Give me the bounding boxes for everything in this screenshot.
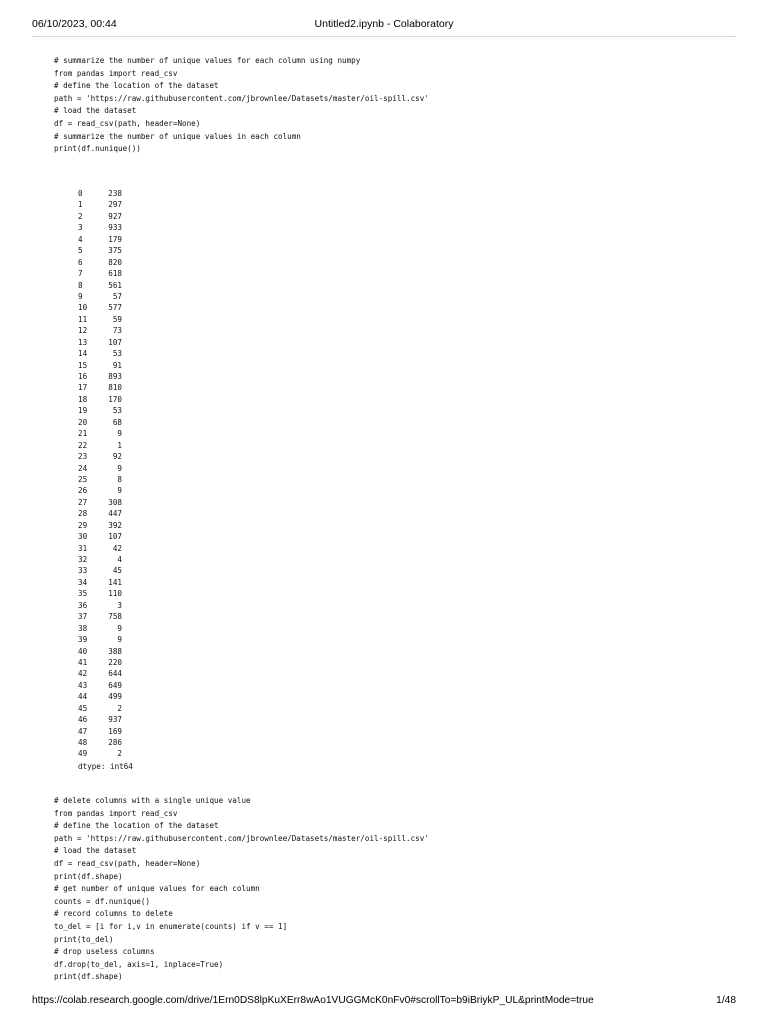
output-row-index: 34 [78, 577, 88, 587]
output-row-index: 3 [78, 223, 83, 233]
output-row-index: 36 [78, 600, 88, 610]
output-row-index: 42 [78, 669, 88, 679]
code-cell-2[interactable] [54, 795, 728, 984]
output-row-index: 14 [78, 349, 88, 359]
code-line: path = 'https://raw.githubusercontent.com/jbrownlee/Datasets/master/oil-spill.csv' [54, 833, 429, 843]
output-row-index: 20 [78, 417, 88, 427]
code-line: print(to_del) [54, 934, 114, 944]
output-row-value: 447 [108, 509, 122, 519]
output-row [78, 577, 133, 588]
output-row-index: 11 [78, 314, 88, 324]
output-row-index: 47 [78, 726, 88, 736]
output-row [78, 291, 133, 302]
output-row-value: 9 [117, 429, 122, 439]
output-row-index: 15 [78, 360, 88, 370]
output-row [78, 600, 133, 611]
output-row-value: 107 [108, 337, 122, 347]
notebook-title: Untitled2.ipynb - Colaboratory [314, 18, 454, 30]
output-row [78, 382, 133, 393]
output-row-value: 618 [108, 269, 122, 279]
output-row-value: 375 [108, 246, 122, 256]
output-row [78, 302, 133, 313]
output-row-index: 32 [78, 555, 88, 564]
output-row [78, 657, 133, 668]
output-row [78, 337, 133, 348]
page-number: 1/48 [716, 995, 736, 1006]
output-row [78, 428, 133, 439]
output-row-value: 577 [108, 303, 122, 313]
output-row [78, 325, 133, 336]
output-row-value: 561 [108, 280, 122, 290]
output-row-index: 27 [78, 497, 88, 507]
output-row-index: 7 [78, 269, 83, 279]
output-row [78, 531, 133, 542]
output-row-value: 9 [117, 486, 122, 496]
output-row [78, 588, 133, 599]
output-row-value: 9 [117, 623, 122, 633]
output-row [78, 371, 133, 382]
output-row-value: 179 [108, 234, 122, 244]
code-line: path = 'https://raw.githubusercontent.com/jbrownlee/Datasets/master/oil-spill.csv' [54, 93, 429, 103]
print-date: 06/10/2023, 00:44 [32, 18, 117, 30]
output-row-index: 10 [78, 303, 88, 313]
output-row-value: 53 [112, 349, 122, 359]
output-row-index: 17 [78, 383, 88, 393]
output-row-index: 29 [78, 520, 88, 530]
print-header [32, 18, 736, 32]
output-row-index: 9 [78, 291, 83, 301]
code-line: df = read_csv(path, header=None) [54, 118, 201, 128]
output-row-value: 893 [108, 372, 122, 381]
code-line: from pandas import read_csv [54, 68, 178, 78]
code-line: # define the location of the dataset [54, 81, 219, 91]
output-row-index: 41 [78, 657, 88, 667]
output-row-index: 21 [78, 429, 88, 439]
output-row [78, 737, 133, 748]
output-row-value: 4 [117, 555, 122, 564]
output-row-value: 68 [112, 417, 122, 427]
output-row [78, 440, 133, 451]
output-row-value: 53 [112, 406, 122, 416]
output-row-index: 26 [78, 486, 88, 496]
output-row [78, 565, 133, 576]
code-line: # load the dataset [54, 106, 137, 116]
output-row-index: 31 [78, 543, 88, 553]
output-row [78, 405, 133, 416]
output-row-index: 8 [78, 280, 83, 290]
output-row-value: 59 [112, 314, 122, 324]
code-line: # delete columns with a single unique value [54, 796, 251, 805]
output-row [78, 199, 133, 210]
output-row-value: 2 [117, 703, 122, 713]
code-line: df = read_csv(path, header=None) [54, 858, 201, 868]
output-row-index: 1 [78, 200, 83, 210]
output-row-value: 170 [108, 394, 122, 404]
output-row-value: 8 [117, 474, 122, 484]
output-row-index: 0 [78, 189, 83, 198]
output-row-value: 810 [108, 383, 122, 393]
output-row-value: 3 [117, 600, 122, 610]
output-row [78, 680, 133, 691]
output-row-index: 18 [78, 394, 88, 404]
print-footer [32, 995, 736, 1009]
output-row [78, 268, 133, 279]
output-row [78, 703, 133, 714]
output-row-index: 33 [78, 566, 88, 576]
output-row [78, 188, 133, 199]
code-line: to_del = [i for i,v in enumerate(counts) if v == 1] [54, 921, 288, 931]
output-row-index: 6 [78, 257, 83, 267]
output-row-value: 644 [108, 669, 122, 679]
output-row [78, 646, 133, 657]
output-row-value: 820 [108, 257, 122, 267]
header-divider [32, 36, 736, 37]
output-row-index: 2 [78, 211, 83, 221]
output-row [78, 348, 133, 359]
output-row-value: 73 [112, 326, 122, 336]
output-row-index: 19 [78, 406, 88, 416]
output-row-value: 308 [108, 497, 122, 507]
output-row-index: 30 [78, 532, 88, 542]
output-row-value: 45 [112, 566, 122, 576]
output-row [78, 726, 133, 737]
output-row-index: 45 [78, 703, 88, 713]
output-row-index: 28 [78, 509, 88, 519]
output-row-value: 169 [108, 726, 122, 736]
output-row-value: 499 [108, 692, 122, 702]
code-line: # drop useless columns [54, 947, 155, 957]
output-row-index: 44 [78, 692, 88, 702]
output-row-index: 43 [78, 680, 88, 690]
code-line: # get number of unique values for each column [54, 884, 260, 894]
output-row [78, 360, 133, 371]
code-line: # define the location of the dataset [54, 821, 219, 831]
output-row-value: 933 [108, 223, 122, 233]
output-row-index: 23 [78, 452, 88, 462]
output-row-index: 24 [78, 463, 88, 473]
output-row-index: 48 [78, 738, 88, 747]
code-line: # load the dataset [54, 846, 137, 856]
code-line: df.drop(to_del, axis=1, inplace=True) [54, 959, 224, 969]
output-row [78, 211, 133, 222]
output-row-index: 5 [78, 246, 83, 256]
output-row-index: 16 [78, 372, 88, 381]
output-row-value: 238 [108, 189, 122, 198]
code-line: # summarize the number of unique values in each column [54, 131, 301, 141]
output-row [78, 508, 133, 519]
output-row [78, 543, 133, 554]
output-row-value: 1 [117, 440, 122, 450]
output-row [78, 474, 133, 485]
code-line: print(df.shape) [54, 972, 123, 982]
code-line: # record columns to delete [54, 909, 173, 919]
output-row [78, 634, 133, 645]
output-row-value: 110 [108, 589, 122, 599]
output-row-value: 927 [108, 211, 122, 221]
output-row-value: 57 [112, 291, 122, 301]
output-row [78, 451, 133, 462]
output-row [78, 314, 133, 325]
output-row [78, 668, 133, 679]
output-row-value: 392 [108, 520, 122, 530]
output-row-index: 40 [78, 646, 88, 656]
output-row-value: 649 [108, 680, 122, 690]
output-row [78, 417, 133, 428]
output-row-value: 92 [112, 452, 122, 462]
output-dtype: dtype: int64 [78, 761, 133, 771]
output-row [78, 394, 133, 405]
output-row [78, 554, 133, 565]
output-row-value: 107 [108, 532, 122, 542]
output-row-index: 39 [78, 635, 88, 645]
output-row-value: 297 [108, 200, 122, 210]
output-row [78, 611, 133, 622]
output-row [78, 280, 133, 291]
code-line: # summarize the number of unique values for each column using numpy [54, 56, 361, 65]
output-row [78, 520, 133, 531]
output-row-index: 22 [78, 440, 88, 450]
output-row-value: 286 [108, 738, 122, 747]
output-row-index: 49 [78, 749, 88, 759]
output-row-value: 141 [108, 577, 122, 587]
output-row [78, 222, 133, 233]
output-row-value: 937 [108, 715, 122, 725]
output-row-value: 2 [117, 749, 122, 759]
output-row [78, 463, 133, 474]
output-row-value: 9 [117, 463, 122, 473]
output-row-index: 35 [78, 589, 88, 599]
output-row [78, 497, 133, 508]
output-row-index: 12 [78, 326, 88, 336]
page-url: https://colab.research.google.com/drive/1Ern0DS8lpKuXErr8wAo1VUGGMcK0nFv0#scrollTo=b9iBriykP_UL&printMode=true [32, 995, 594, 1006]
cell-1-output [78, 188, 133, 773]
output-row-index: 46 [78, 715, 88, 725]
output-row [78, 234, 133, 245]
output-row [78, 257, 133, 268]
output-row [78, 485, 133, 496]
output-row-value: 42 [112, 543, 122, 553]
output-row [78, 714, 133, 725]
output-row-value: 9 [117, 635, 122, 645]
output-row [78, 245, 133, 256]
output-row-value: 91 [112, 360, 122, 370]
output-row [78, 691, 133, 702]
code-line: print(df.shape) [54, 871, 123, 881]
output-row [78, 623, 133, 634]
output-row-value: 388 [108, 646, 122, 656]
output-row-index: 37 [78, 612, 88, 622]
output-row-value: 220 [108, 657, 122, 667]
code-line: print(df.nunique()) [54, 144, 141, 154]
code-line: from pandas import read_csv [54, 808, 178, 818]
code-line: counts = df.nunique() [54, 896, 151, 906]
output-row-index: 4 [78, 234, 83, 244]
output-row [78, 748, 133, 759]
output-row-index: 25 [78, 474, 88, 484]
output-row-index: 13 [78, 337, 88, 347]
output-row-index: 38 [78, 623, 88, 633]
output-row-value: 758 [108, 612, 122, 622]
code-cell-1[interactable] [54, 55, 728, 156]
